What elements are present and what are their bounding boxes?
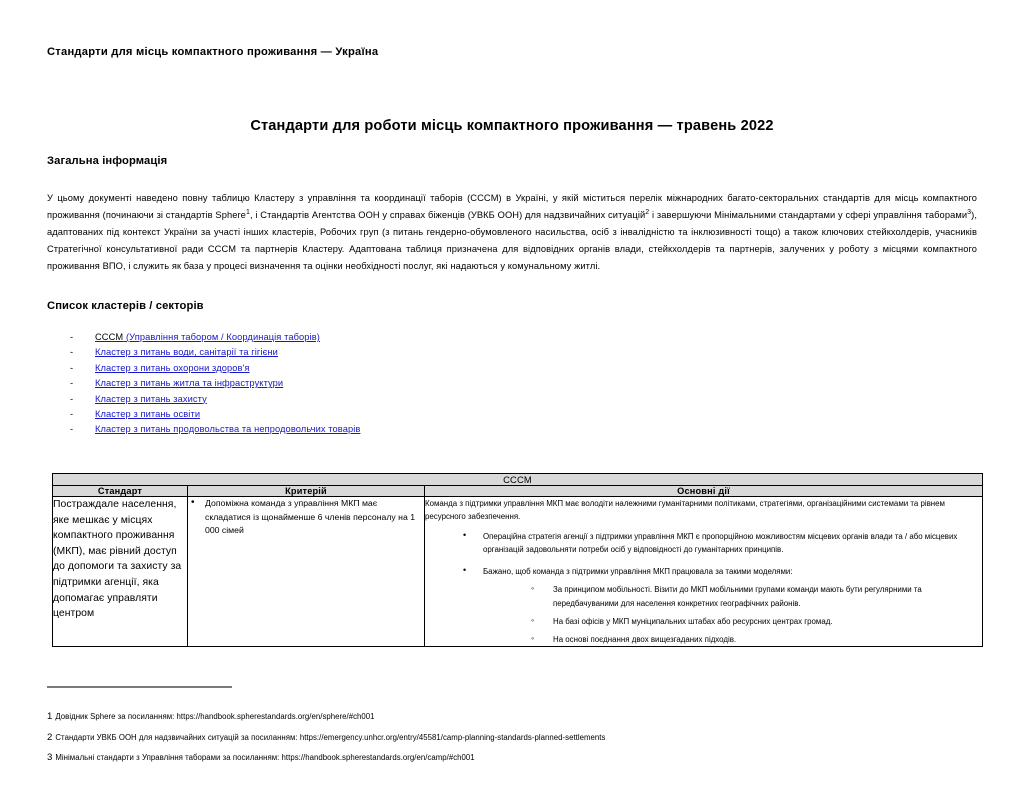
cluster-link-3[interactable]: [95, 376, 283, 391]
footnote-list: [47, 707, 947, 769]
criteria-item: • Допоміжна команда з управління МКП має складатися із щонайменше 6 членів персоналу на 1 000 сімей: [188, 497, 424, 538]
cluster-link-label: (Управління табором / Координація таборів): [123, 332, 320, 342]
action-item: [461, 565, 982, 645]
cluster-link-label: Кластер з питань житла та інфраструктури: [95, 378, 284, 389]
cluster-link-label: Кластер з питань освіти: [95, 408, 201, 419]
cluster-link-5[interactable]: [95, 407, 200, 422]
general-information-paragraph: [47, 190, 977, 275]
list-marker: -: [70, 393, 74, 404]
footnote-text: Мінімальні стандарти з Управління таборами за посиланням: https://handbook.spherestandards.org/en/camp/#ch001: [55, 753, 475, 762]
criteria-list: [188, 497, 424, 538]
action-subitem: ◦ На базі офісів у МКП муніципальних штабах або ресурсних центрах громад.: [529, 615, 982, 628]
cluster-link-label: Кластер з питань води, санітарії та гігієни: [95, 347, 278, 358]
actions-lead-text: Команда з підтримки управління МКП має володіти належними гуманітарними політиками, стратегіями, організаційними системами та рівнем ресурсного забезпечення.: [425, 499, 945, 522]
cell-actions: [425, 497, 983, 647]
cluster-list: [47, 330, 567, 438]
footnote-number: 1: [47, 711, 53, 722]
action-subitem: ◦ На основі поєднання двох вищезгаданих підходів.: [529, 633, 982, 646]
cluster-link-6[interactable]: [95, 422, 360, 437]
cluster-link-label: Кластер з питань охорони здоров'я: [95, 362, 250, 373]
cluster-link-prefix: CCCM: [95, 332, 124, 342]
list-marker: -: [70, 332, 74, 342]
list-marker: -: [70, 378, 74, 389]
footnote-number: 3: [47, 752, 53, 763]
standards-table: [52, 473, 983, 647]
action-subitem: ◦ За принципом мобільності. Візити до МКП мобільними групами команди мають бути регулярними та передбачуваними для населення конкретних географічних районів.: [529, 583, 982, 609]
footnote-text: Довідник Sphere за посиланням: https://handbook.spherestandards.org/en/sphere/#ch001: [55, 712, 375, 721]
list-marker: -: [70, 362, 74, 373]
footnote: [47, 748, 947, 769]
cluster-link-4[interactable]: [95, 392, 207, 407]
footnote-ref-2: 2: [645, 208, 650, 216]
list-item: [47, 361, 567, 376]
footnote-ref-1: 1: [245, 208, 250, 216]
cluster-link-2[interactable]: [95, 361, 250, 376]
cell-criteria: [188, 497, 425, 647]
footnote-number: 2: [47, 731, 53, 743]
footnote-text: Стандарти УВКБ ООН для надзвичайних ситуацій за посиланням: https://emergency.unhcr.org/entry/45581/camp-planning-standards-planned-settlements: [55, 732, 606, 742]
list-marker: -: [70, 347, 74, 358]
list-item: [47, 345, 567, 360]
footnote: [47, 707, 947, 728]
general-text-part1: У цьому документі наведено повну таблицю Кластеру з управління та координації таборів (CCCM) в Україні, у якій міститься перелік міжнародних багато-секторальних стандартів для місць компактного проживання (починаючи зі стандартів Sphere: [47, 193, 977, 220]
cluster-link-1[interactable]: [95, 345, 278, 360]
section-heading-general: Загальна інформація: [47, 155, 168, 167]
list-marker: -: [70, 408, 74, 419]
table-column-header-row: [53, 486, 983, 497]
running-header: Стандарти для місць компактного проживання — Україна: [47, 46, 379, 58]
cluster-link-label: Кластер з питань продовольства та непродовольчих товарів: [95, 424, 361, 435]
action-item-text: Операційна стратегія агенції з підтримки управління МКП є пропорційною можливостям місцевих органів влади та / або місцевих організацій задовольняти потреби осіб у відповідності до гуманітарних принципів.: [483, 532, 958, 555]
action-sublist: [483, 583, 982, 645]
footnote-separator: [47, 686, 232, 688]
list-item: [47, 422, 567, 437]
column-header-actions: Основні дії: [425, 486, 983, 497]
action-item: [461, 530, 982, 556]
footnote-ref-3: 3: [967, 208, 972, 216]
list-marker: -: [70, 424, 74, 435]
section-heading-clusters: Список кластерів / секторів: [47, 300, 204, 312]
cluster-link-label: Кластер з питань захисту: [95, 393, 207, 404]
table-group-header-row: [53, 474, 983, 486]
actions-list: [425, 530, 982, 646]
column-header-standard: Стандарт: [53, 486, 188, 497]
action-item-text: Бажано, щоб команда з підтримки управління МКП працювала за такими моделями:: [483, 567, 793, 577]
cluster-link-0[interactable]: [95, 330, 320, 345]
list-item: [47, 376, 567, 391]
page-title: Стандарти для роботи місць компактного проживання — травень 2022: [250, 118, 774, 134]
column-header-criteria: Критерій: [188, 486, 425, 497]
list-item: [47, 330, 567, 345]
list-item: [47, 392, 567, 407]
table-body: [53, 497, 983, 647]
general-text-part2: , і Стандартів Агентства ООН у справах біженців (УВКБ ООН) для надзвичайних ситуацій: [249, 209, 646, 220]
list-item: [47, 407, 567, 422]
cell-standard: Постраждале населення, яке мешкає у місцях компактного проживання (МКП), має рівний доступ до допомоги та захисту за підтримки агенції, яка допомагає управляти центром: [53, 497, 188, 647]
table-row: [53, 497, 983, 647]
footnote: [47, 728, 947, 749]
table-group-title: CCCM: [53, 474, 983, 486]
general-text-part3: і завершуючи Мінімальними стандартами у сфері управління таборами: [649, 209, 968, 220]
general-text-part4: ), адаптованих під контекст України за участі інших кластерів, Робочих груп (з питань гендерно-обумовленого насильства, осіб з інвалідністю та інклюзивності тощо) а також ключових стейкхолдерів, учасників Стратегічної консультативної ради CCCM та партнерів Кластеру. Адаптована таблиця призначена для відповідних органів влади, стейкхолдерів та партнерів, залучених у роботу з місцями компактного проживання ВПО, і служить як база у процесі визначення та оцінки необхідності послуг, які надаються у комунальному житлі.: [47, 209, 977, 271]
